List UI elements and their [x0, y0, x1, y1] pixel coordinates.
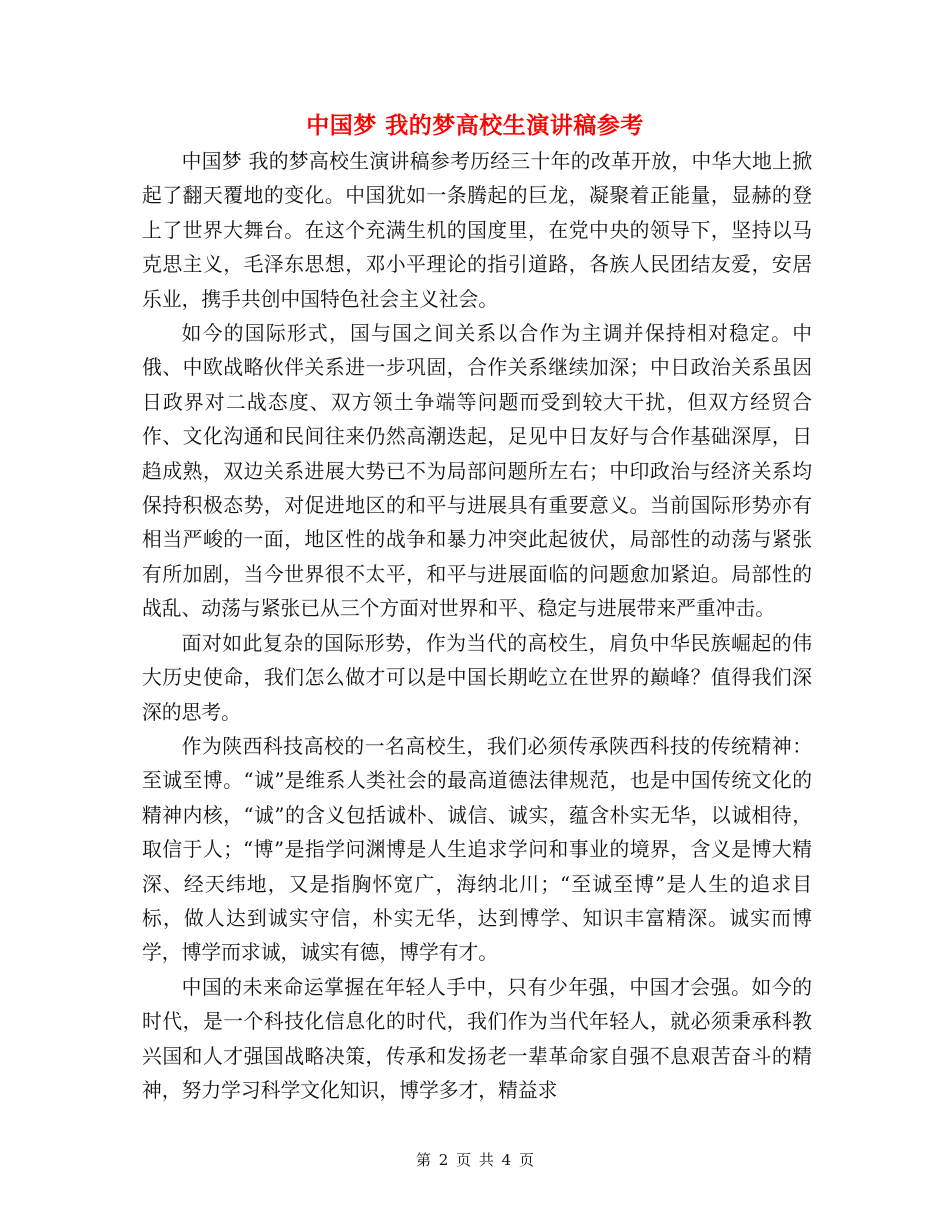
paragraph-5: 中国的未来命运掌握在年轻人手中，只有少年强，中国才会强。如今的时代，是一个科技化信息化的时代，我们作为当代年轻人，就必须秉承科教兴国和人才强国战略决策，传承和发扬老一辈革命家自强不息艰苦奋斗的精神，努力学习科学文化知识，博学多才，精益求: [142, 975, 812, 1102]
document-body: [142, 145, 812, 1108]
paragraph-4: 作为陕西科技高校的一名高校生，我们必须传承陕西科技的传统精神：至诚至博。“诚”是维系人类社会的最高道德法律规范，也是中国传统文化的精神内核，“诚”的含义包括诚朴、诚信、诚实，蕴含朴实无华，以诚相待，取信于人；“博”是指学问渊博是人生追求学问和事业的境界，含义是博大精深、经天纬地，又是指胸怀宽广，海纳北川；“至诚至博”是人生的追求目标，做人达到诚实守信，朴实无华，达到博学、知识丰富精深。诚实而博学，博学而求诚，诚实有德，博学有才。: [142, 734, 812, 965]
document-title: 中国梦 我的梦高校生演讲稿参考: [306, 112, 644, 139]
paragraph-2: 如今的国际形式，国与国之间关系以合作为主调并保持相对稳定。中俄、中欧战略伙伴关系进一步巩固，合作关系继续加深；中日政治关系虽因日政界对二战态度、双方领土争端等问题而受到较大干扰，但双方经贸合作、文化沟通和民间往来仍然高潮迭起，足见中日友好与合作基础深厚，日趋成熟，双边关系进展大势已不为局部问题所左右；中印政治与经济关系均保持积极态势，对促进地区的和平与进展具有重要意义。当前国际形势亦有相当严峻的一面，地区性的战争和暴力冲突此起彼伏，局部性的动荡与紧张有所加剧，当今世界很不太平，和平与进展面临的问题愈加紧迫。局部性的战乱、动荡与紧张已从三个方面对世界和平、稳定与进展带来严重冲击。: [142, 322, 812, 621]
paragraph-1: 中国梦 我的梦高校生演讲稿参考历经三十年的改革开放，中华大地上掀起了翻天覆地的变化。中国犹如一条腾起的巨龙，凝聚着正能量，显赫的登上了世界大舞台。在这个充满生机的国度里，在党中央的领导下，坚持以马克思主义，毛泽东思想，邓小平理论的指引道路，各族人民团结友爱，安居乐业，携手共创中国特色社会主义社会。: [142, 150, 812, 311]
paragraph-3: 面对如此复杂的国际形势，作为当代的高校生，肩负中华民族崛起的伟大历史使命，我们怎么做才可以是中国长期屹立在世界的巅峰？值得我们深深的思考。: [142, 631, 812, 724]
page-number-footer: 第 2 页 共 4 页: [416, 1151, 534, 1169]
